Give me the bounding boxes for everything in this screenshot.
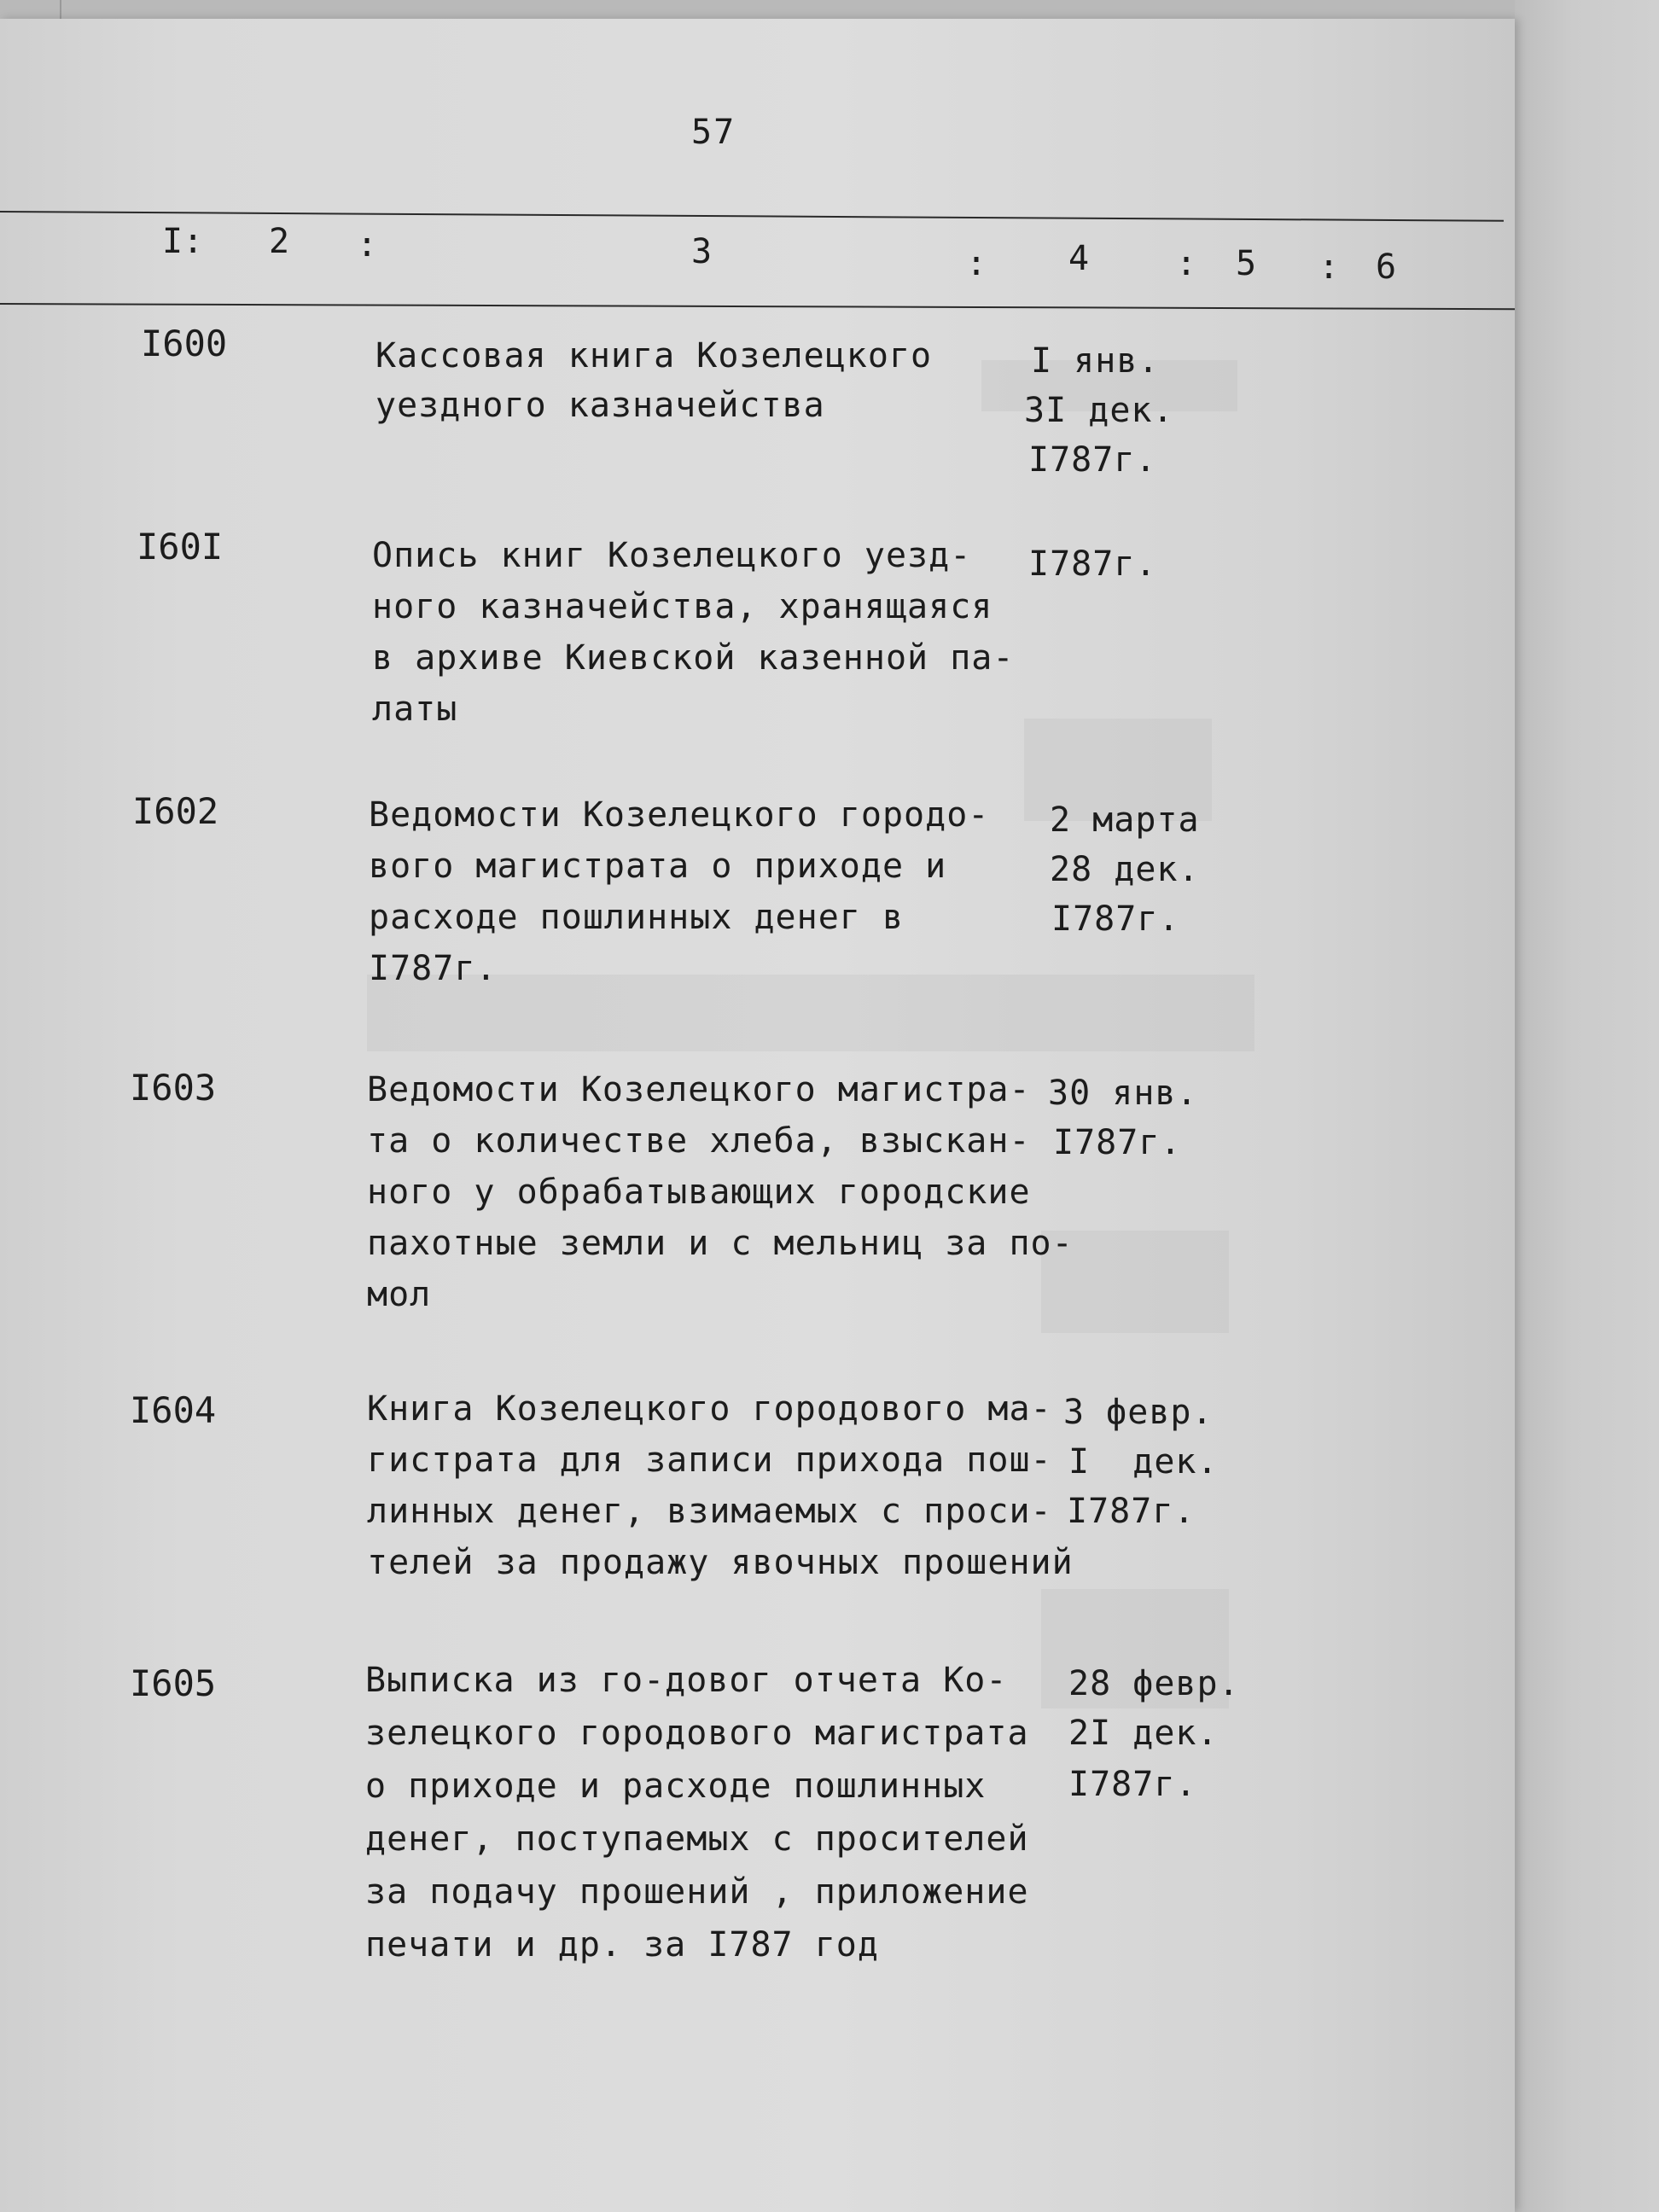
entry-title-line: Опись книг Козелецкого уезд- [372,536,972,575]
entry-date-line: I787г. [1053,1123,1182,1162]
column-separator: : [966,244,987,283]
column-header-3: 3 [691,232,713,271]
entry-title-line: за подачу прошений , приложение [365,1872,1029,1912]
entry-title-line: расходе пошлинных денег в [369,898,905,937]
entry-date-line: I787г. [1051,899,1180,939]
entry-title-line: Книга Козелецкого городового ма- [367,1389,1052,1429]
column-separator: : [1318,247,1340,287]
entry-date-line: 28 февр. [1068,1664,1240,1703]
entry-date-line: I дек. [1068,1442,1219,1481]
entry-title-line: в архиве Киевской казенной па- [372,638,1015,678]
entry-number: I60I [137,526,224,568]
entry-date-line: 3 февр. [1063,1393,1214,1432]
entry-title-line: Ведомости Козелецкого магистра- [367,1070,1031,1109]
entry-number: I600 [141,323,228,364]
entry-title-line: ного у обрабатывающих городские [367,1173,1031,1212]
entry-title-line: зелецкого городового магистрата [365,1714,1029,1753]
entry-title-line: мол [367,1275,432,1314]
entry-title-line: уездного казначейства [375,386,825,425]
entry-title-line: ного казначейства, хранящаяся [372,587,993,626]
table-header-top-rule [0,211,1504,222]
page-number: 57 [691,113,736,152]
entry-number: I604 [130,1389,217,1431]
entry-title-line: Кассовая книга Козелецкого [375,336,933,375]
entry-number: I602 [132,790,219,832]
entry-title-line: та о количестве хлеба, взыскан- [367,1121,1031,1161]
column-header-4: 4 [1068,239,1090,278]
entry-date-line: 2 марта [1050,800,1200,840]
entry-title-line: Ведомости Козелецкого городо- [369,795,990,835]
column-header-1: I: [162,222,204,261]
entry-title-line: Выписка из го-довог отчета Ко- [365,1661,1008,1700]
entry-date-line: I янв. [1031,341,1160,381]
entry-title-line: вого магистрата о приходе и [369,847,947,886]
entry-date-line: 2I дек. [1068,1714,1219,1753]
column-header-5: 5 [1236,244,1257,283]
entry-date-line: I787г. [1028,544,1157,584]
entry-date-line: 3I дек. [1024,391,1174,430]
entry-date-line: I787г. [1068,1765,1197,1804]
entry-title-line: денег, поступаемых с просителей [365,1819,1029,1859]
entry-title-line: I787г. [369,949,498,988]
entry-date-line: 30 янв. [1048,1074,1198,1113]
entry-date-line: 28 дек. [1050,850,1200,889]
bleed-through [367,975,1254,1051]
entry-title-line: латы [372,690,458,729]
entry-title-line: пахотные земли и с мельниц за по- [367,1224,1074,1263]
column-header-6: 6 [1376,247,1397,287]
entry-number: I605 [130,1662,217,1704]
table-header-bottom-rule [0,303,1515,310]
document-page [0,19,1515,2212]
entry-title-line: печати и др. за I787 год [365,1925,879,1965]
entry-title-line: линных денег, взимаемых с проси- [367,1492,1052,1531]
entry-number: I603 [130,1067,217,1109]
entry-date-line: I787г. [1028,440,1157,480]
column-header-2: 2 [269,222,290,261]
column-separator: : [357,225,378,265]
column-separator: : [1176,244,1197,283]
entry-title-line: телей за продажу явочных прошений [367,1543,1074,1582]
entry-title-line: о приходе и расходе пошлинных [365,1767,987,1806]
entry-date-line: I787г. [1067,1492,1196,1531]
background-surface [1515,0,1659,2212]
entry-title-line: гистрата для записи прихода пош- [367,1441,1052,1480]
